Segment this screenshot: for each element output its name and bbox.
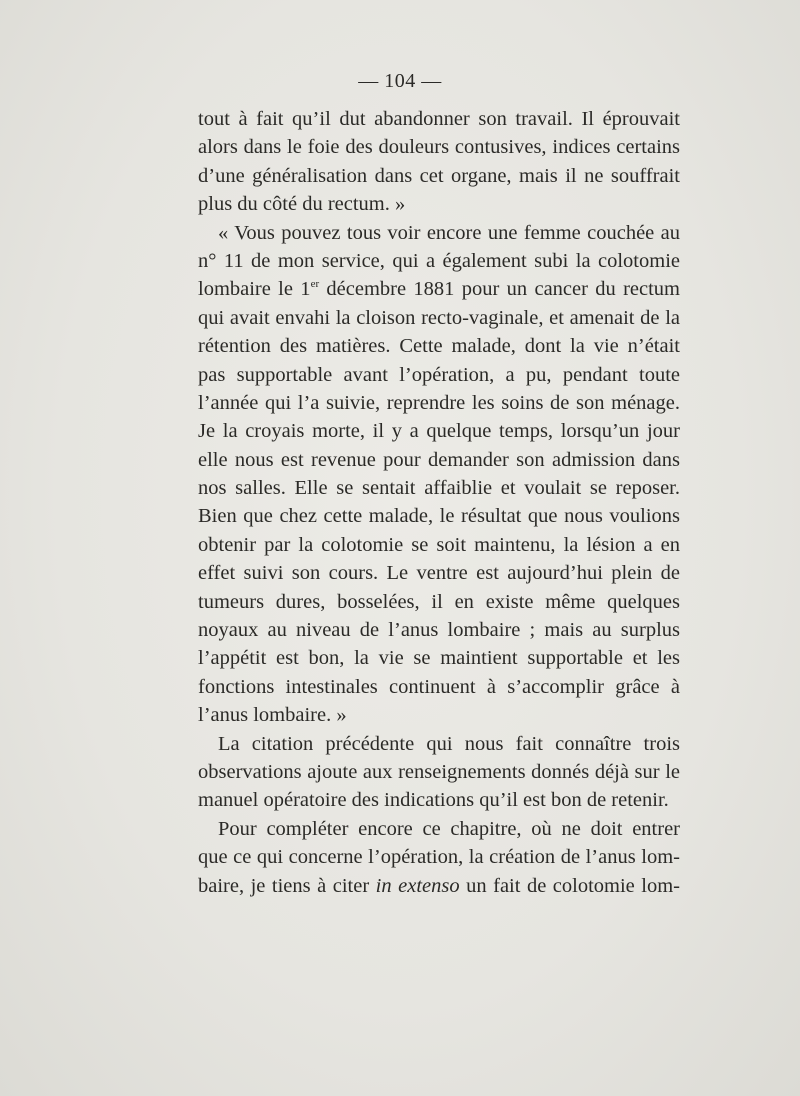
text-line: « Vous pouvez tous voir encore une femme couchée au <box>218 221 680 244</box>
text-line: observations ajoute aux renseignements donnés déjà sur le <box>198 760 680 783</box>
text-line: d’une généralisation dans cet organe, mais il ne souffrait <box>198 164 680 187</box>
text-line: tumeurs dures, bosselées, il en existe même quelques <box>198 590 680 613</box>
text-line: nos salles. Elle se sentait affaiblie et voulait se reposer. <box>198 477 680 500</box>
italic-phrase: in extenso <box>375 874 460 897</box>
text-fragment: lombaire le 1 <box>198 278 311 301</box>
text-line: obtenir par la colotomie se soit maintenu, la lésion a en <box>198 533 680 556</box>
text-line: l’année qui l’a suivie, reprendre les soins de son ménage. <box>198 391 680 414</box>
page-number: — 104 — <box>358 70 442 92</box>
text-fragment: décembre 1881 pour un cancer du rectum <box>319 278 681 301</box>
body-text <box>198 105 680 900</box>
text-line: pas supportable avant l’opération, a pu, pendant toute <box>198 363 680 386</box>
text-line: noyaux au niveau de l’anus lombaire ; mais au surplus <box>198 619 680 642</box>
text-line: l’anus lombaire. » <box>198 704 347 727</box>
text-line: Pour compléter encore ce chapitre, où ne doit entrer <box>218 817 680 840</box>
text-line: fonctions intestinales continuent à s’accomplir grâce à <box>198 675 680 698</box>
text-line: que ce qui concerne l’opération, la création de l’anus lom- <box>198 846 680 869</box>
text-line: l’appétit est bon, la vie se maintient supportable et les <box>198 647 680 670</box>
text-fragment: baire, je tiens à citer <box>198 874 376 897</box>
text-line: n° 11 de mon service, qui a également subi la colotomie <box>198 249 680 272</box>
text-line: plus du côté du rectum. » <box>198 193 406 216</box>
text-line: La citation précédente qui nous fait connaître trois <box>218 732 680 755</box>
text-line <box>198 872 680 900</box>
text-line: rétention des matières. Cette malade, dont la vie n’était <box>198 335 680 358</box>
text-line: Bien que chez cette malade, le résultat que nous voulions <box>198 505 680 528</box>
text-line <box>198 275 680 303</box>
text-line: qui avait envahi la cloison recto-vaginale, et amenait de la <box>198 306 680 329</box>
superscript: er <box>310 278 320 291</box>
text-line: tout à fait qu’il dut abandonner son travail. Il éprouvait <box>198 108 680 130</box>
text-fragment: un fait de colotomie lom- <box>459 874 681 897</box>
text-line: alors dans le foie des douleurs contusives, indices certains <box>198 136 680 159</box>
text-line: elle nous est revenue pour demander son admission dans <box>198 448 680 471</box>
text-line: manuel opératoire des indications qu’il est bon de retenir. <box>198 789 669 812</box>
text-line: effet suivi son cours. Le ventre est aujourd’hui plein de <box>198 562 680 585</box>
text-line: Je la croyais morte, il y a quelque temps, lorsqu’un jour <box>198 420 680 443</box>
